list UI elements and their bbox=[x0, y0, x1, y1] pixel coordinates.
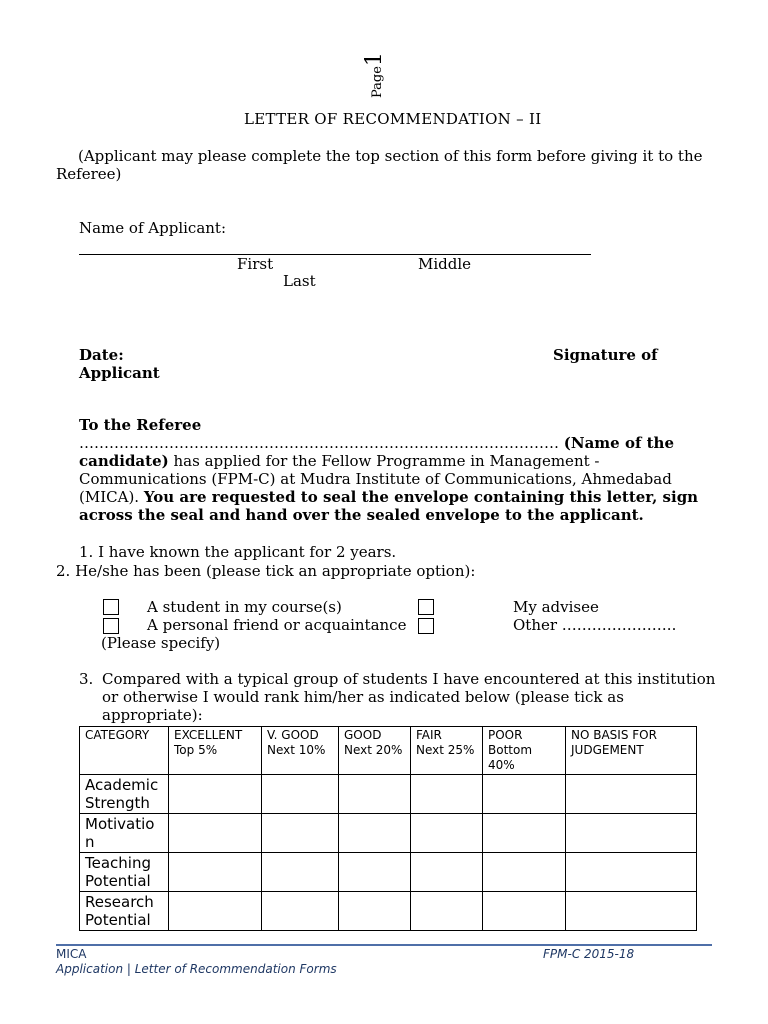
first-name-label: First bbox=[237, 255, 274, 273]
page-label: Page bbox=[370, 66, 385, 98]
rating-cell[interactable] bbox=[411, 853, 483, 892]
signature-label-cont: Applicant bbox=[79, 364, 160, 382]
header-good: GOOD Next 20% bbox=[339, 727, 411, 775]
middle-name-label: Middle bbox=[418, 255, 472, 273]
referee-heading: To the Referee bbox=[79, 416, 202, 434]
page-number-mark bbox=[362, 52, 387, 98]
friend-option-label: A personal friend or acquaintance bbox=[147, 616, 407, 634]
header-no-basis: NO BASIS FOR JUDGEMENT bbox=[566, 727, 697, 775]
rating-cell[interactable] bbox=[169, 814, 262, 853]
rating-cell[interactable] bbox=[169, 853, 262, 892]
student-option-label: A student in my course(s) bbox=[147, 598, 342, 616]
name-of-applicant-label: Name of Applicant: bbox=[79, 219, 227, 237]
rating-table bbox=[79, 726, 697, 931]
rating-cell[interactable] bbox=[339, 775, 411, 814]
rating-table-header bbox=[80, 727, 697, 775]
page-title: LETTER OF RECOMMENDATION – II bbox=[244, 110, 542, 128]
rating-cell[interactable] bbox=[169, 892, 262, 931]
table-row bbox=[80, 892, 697, 931]
other-checkbox[interactable] bbox=[418, 618, 434, 634]
header-poor: POOR Bottom 40% bbox=[483, 727, 566, 775]
rating-cell[interactable] bbox=[483, 853, 566, 892]
header-v-good: V. GOOD Next 10% bbox=[262, 727, 339, 775]
rating-cell[interactable] bbox=[483, 775, 566, 814]
rating-cell[interactable] bbox=[339, 892, 411, 931]
rating-cell[interactable] bbox=[262, 853, 339, 892]
rating-cell[interactable] bbox=[566, 775, 697, 814]
header-fair: FAIR Next 25% bbox=[411, 727, 483, 775]
row-label-academic-strength: Academic Strength bbox=[80, 775, 169, 814]
row-label-motivation: Motivation bbox=[80, 814, 169, 853]
row-label-research-potential: Research Potential bbox=[80, 892, 169, 931]
rating-cell[interactable] bbox=[411, 814, 483, 853]
referee-instruction: You are requested to seal the envelope containing this letter, sign across the seal and hand over the sealed envelope to the applicant. bbox=[79, 488, 699, 524]
question-3: Compared with a typical group of students I have encountered at this institution or otherwise I would rank him/her as indicated below (please tick as appropriate): bbox=[102, 670, 716, 724]
footer-org: MICA bbox=[56, 947, 87, 961]
advisee-checkbox[interactable] bbox=[418, 599, 434, 615]
rating-cell[interactable] bbox=[411, 775, 483, 814]
rating-cell[interactable] bbox=[483, 892, 566, 931]
other-option-label: Other ………………….. bbox=[513, 616, 677, 634]
header-excellent: EXCELLENT Top 5% bbox=[169, 727, 262, 775]
advisee-option-label: My advisee bbox=[513, 598, 599, 616]
question-1: 1. I have known the applicant for 2 years. bbox=[79, 543, 397, 561]
rating-cell[interactable] bbox=[262, 775, 339, 814]
date-label: Date: bbox=[79, 346, 124, 364]
rating-cell[interactable] bbox=[262, 814, 339, 853]
applicant-name-line[interactable] bbox=[79, 254, 591, 255]
question-3-number: 3. bbox=[79, 670, 94, 688]
footer-program: FPM-C 2015-18 bbox=[543, 947, 635, 961]
rating-cell[interactable] bbox=[566, 853, 697, 892]
referee-body-text: has applied for the Fellow Programme in Management - Communications (FPM-C) at Mudra Institute of Communications, Ahmedabad (MICA). bbox=[79, 452, 672, 506]
rating-cell[interactable] bbox=[169, 775, 262, 814]
rating-cell[interactable] bbox=[339, 853, 411, 892]
row-label-teaching-potential: Teaching Potential bbox=[80, 853, 169, 892]
page-number: 1 bbox=[362, 52, 387, 67]
candidate-name-label: (Name of the bbox=[563, 434, 675, 452]
footer-subtitle: Application | Letter of Recommendation Forms bbox=[56, 962, 337, 976]
please-specify-label: (Please specify) bbox=[101, 634, 221, 652]
question-2: 2. He/she has been (please tick an appropriate option): bbox=[56, 562, 476, 580]
table-row bbox=[80, 853, 697, 892]
rating-cell[interactable] bbox=[483, 814, 566, 853]
rating-cell[interactable] bbox=[566, 814, 697, 853]
table-row bbox=[80, 814, 697, 853]
footer-divider bbox=[56, 944, 712, 946]
table-row bbox=[80, 775, 697, 814]
student-checkbox[interactable] bbox=[103, 599, 119, 615]
last-name-label: Last bbox=[283, 272, 316, 290]
rating-cell[interactable] bbox=[339, 814, 411, 853]
friend-checkbox[interactable] bbox=[103, 618, 119, 634]
candidate-name-blank: …………………………………………………………………………………… bbox=[79, 434, 559, 452]
header-category: CATEGORY bbox=[80, 727, 169, 775]
rating-cell[interactable] bbox=[262, 892, 339, 931]
referee-paragraph bbox=[79, 434, 719, 524]
rating-cell[interactable] bbox=[411, 892, 483, 931]
intro-note: (Applicant may please complete the top section of this form before giving it to the Referee) bbox=[56, 147, 703, 183]
signature-label: Signature of bbox=[553, 346, 658, 364]
rating-cell[interactable] bbox=[566, 892, 697, 931]
candidate-name-label-cont: candidate) bbox=[79, 452, 169, 470]
